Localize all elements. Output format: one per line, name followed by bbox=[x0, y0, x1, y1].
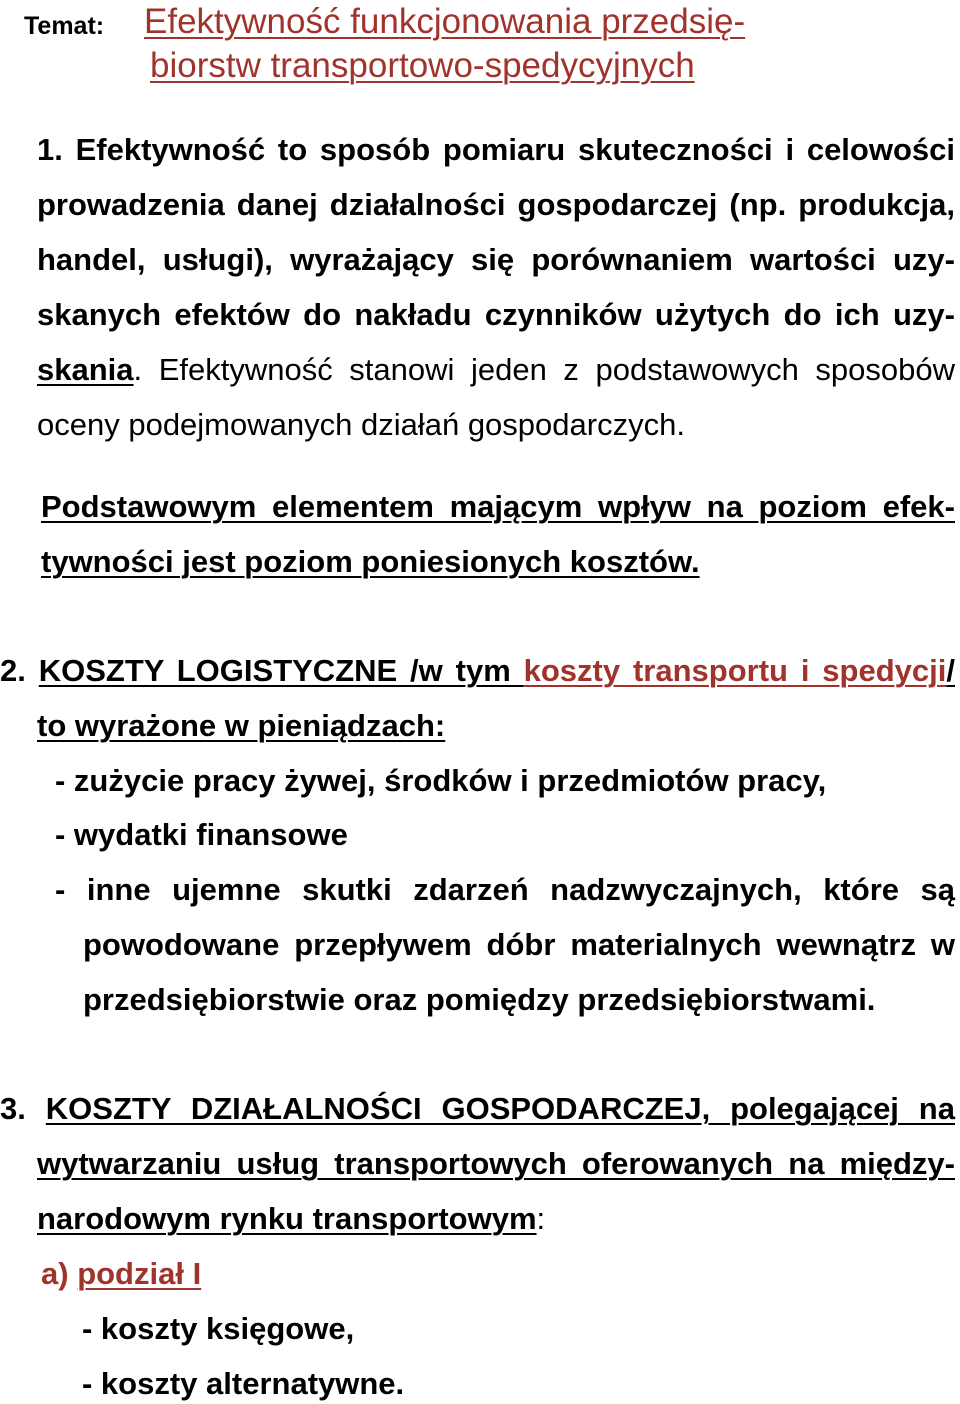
section2-heading-slash: / bbox=[946, 653, 955, 688]
section3-line1-text: KOSZTY DZIAŁALNOŚCI GOSPODARCZEJ, polegającej na bbox=[45, 1091, 955, 1126]
section3-line3-text: narodowym rynku transportowym bbox=[37, 1201, 537, 1236]
section3-subsection bbox=[41, 1254, 959, 1294]
section3-item-2: - koszty alternatywne. bbox=[82, 1366, 405, 1401]
section1-line4: skanych efektów do nakładu czynników użytych do ich uzy- bbox=[37, 297, 955, 332]
section1-line5 bbox=[37, 350, 955, 390]
section3-sub-title: podział I bbox=[77, 1256, 202, 1291]
section1-line1: 1. Efektywność to sposób pomiaru skuteczności i celowości bbox=[37, 132, 955, 167]
section3-item-1: - koszty księgowe, bbox=[82, 1311, 355, 1346]
section3-line2: wytwarzaniu usług transportowych oferowanych na między- bbox=[37, 1146, 955, 1181]
section3-sub-label: a) bbox=[41, 1256, 78, 1291]
section3-line1 bbox=[0, 1089, 955, 1129]
section2-item-3: - inne ujemne skutki zdarzeń nadzwyczajnych, które są bbox=[55, 872, 955, 907]
section2-item-3-line3: przedsiębiorstwie oraz pomiędzy przedsiębiorstwami. bbox=[83, 982, 876, 1017]
section2-item-2: - wydatki finansowe bbox=[55, 817, 348, 852]
section3-line3 bbox=[37, 1199, 955, 1239]
section1-line3: handel, usługi), wyrażający się porównaniem wartości uzy- bbox=[37, 242, 955, 277]
section1-line2: prowadzenia danej działalności gospodarczej (np. produkcja, bbox=[37, 187, 955, 222]
section2-heading bbox=[0, 651, 955, 691]
topic-title-line2: biorstw transportowo-spedycyjnych bbox=[150, 46, 695, 85]
section1-highlight-line1: Podstawowym elementem mającym wpływ na poziom efek- bbox=[41, 489, 955, 524]
section2-subheading: to wyrażone w pieniądzach: bbox=[37, 708, 446, 743]
topic-title-line1: Efektywność funkcjonowania przedsię- bbox=[144, 2, 746, 41]
section2-item-1: - zużycie pracy żywej, środków i przedmiotów pracy, bbox=[55, 763, 827, 798]
topic-label: Temat: bbox=[24, 12, 105, 40]
section2-item-3-line2: powodowane przepływem dóbr materialnych wewnątrz w bbox=[83, 927, 955, 962]
section1-line5-bold: skania bbox=[37, 352, 134, 387]
section2-number: 2. bbox=[0, 653, 26, 688]
section3-number: 3. bbox=[0, 1091, 26, 1126]
section1-line6: oceny podejmowanych działań gospodarczych. bbox=[37, 407, 685, 442]
section2-heading-part1: KOSZTY LOGISTYCZNE /w tym bbox=[38, 653, 524, 688]
section1-highlight-line2: tywności jest poziom poniesionych kosztów. bbox=[41, 544, 700, 579]
section3-line3-colon: : bbox=[536, 1201, 546, 1236]
section1-line5-rest: . Efektywność stanowi jeden z podstawowych sposobów bbox=[133, 352, 955, 387]
section2-heading-red: koszty transportu i spedycji bbox=[523, 653, 947, 688]
